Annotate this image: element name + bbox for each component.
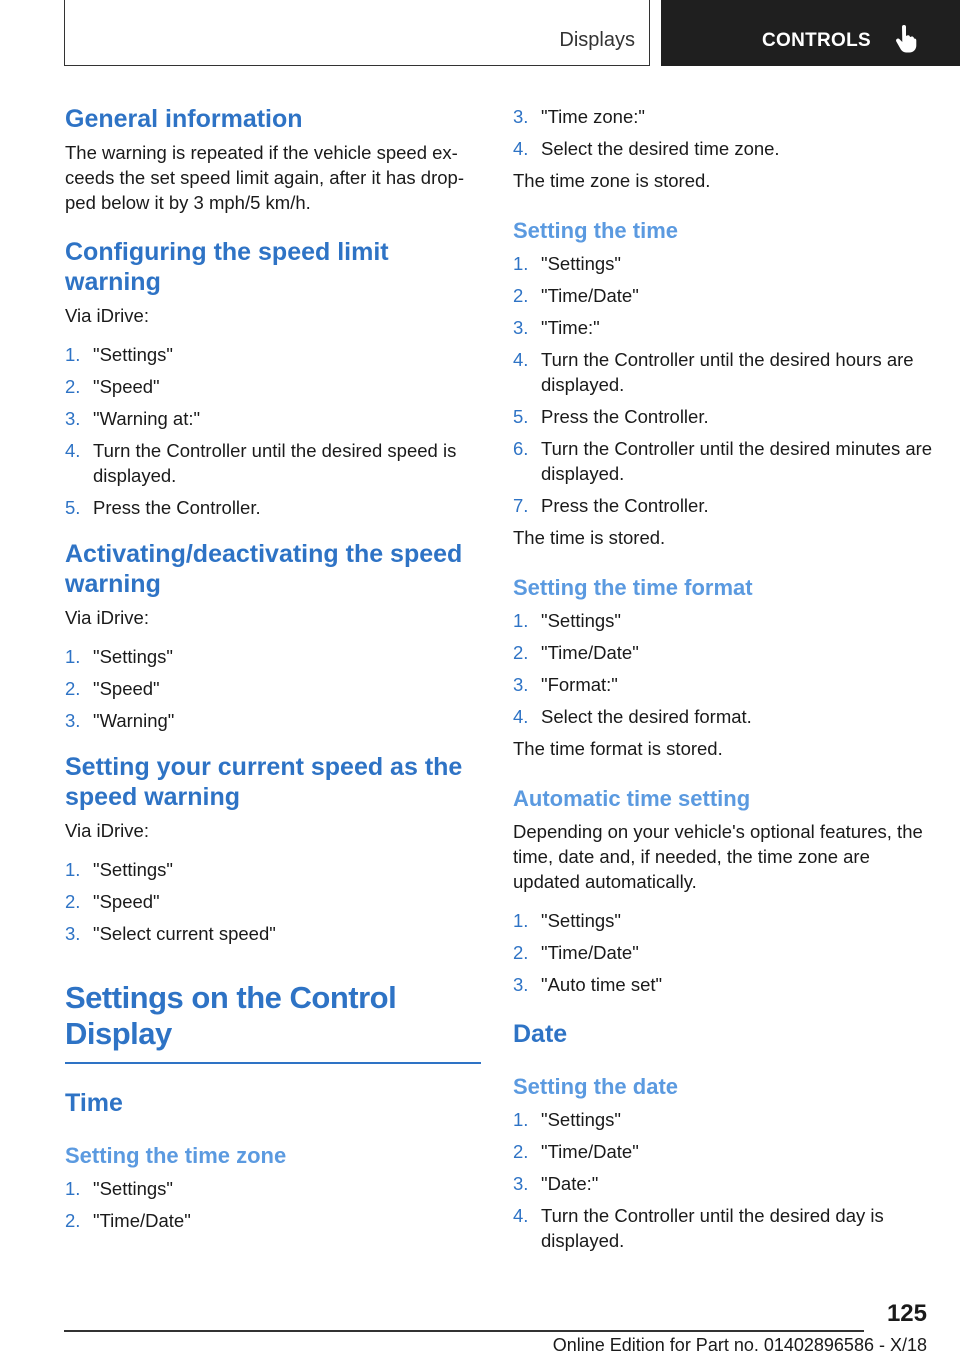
list-item: 1. "Settings"	[513, 1109, 621, 1130]
chapter-tab	[661, 0, 960, 66]
auto-steps	[513, 908, 933, 997]
list-item: 2. "Time/Date"	[513, 1141, 639, 1162]
activate-heading: Activating/deactivating the speed warning	[65, 540, 463, 598]
list-item: 3. "Warning at:"	[65, 408, 201, 429]
activate-steps	[65, 644, 481, 733]
list-item: 6. Turn the Controller until the desired minutes are displayed.	[513, 438, 933, 484]
auto-time-text: Depending on your vehicle's optional features, the time, date and, if needed, the time zone are updated automatically.	[513, 821, 923, 892]
list-item: 4. Select the desired format.	[513, 706, 752, 727]
list-item: 2. "Time/Date"	[513, 942, 639, 963]
list-item: 2. "Speed"	[65, 678, 160, 699]
current-via: Via iDrive:	[65, 820, 149, 841]
list-item: 2. "Speed"	[65, 891, 160, 912]
current-steps	[65, 857, 481, 946]
timezone-steps-cont	[513, 104, 933, 161]
list-item: 4. Select the desired time zone.	[513, 138, 780, 159]
timezone-heading: Setting the time zone	[65, 1143, 287, 1168]
list-item: 3. "Time zone:"	[513, 106, 645, 127]
hand-pointer-icon	[895, 25, 917, 53]
list-item: 3. "Auto time set"	[513, 974, 663, 995]
list-item: 3. "Warning"	[65, 710, 175, 731]
list-item: 3. "Date:"	[513, 1173, 599, 1194]
right-column	[513, 104, 933, 1260]
config-via: Via iDrive:	[65, 305, 149, 326]
list-item: 1. "Settings"	[65, 646, 173, 667]
list-item: 5. Press the Controller.	[513, 406, 709, 427]
control-display-heading: Settings on the Control Display	[65, 980, 397, 1051]
current-speed-heading: Setting your current speed as the speed warning	[65, 753, 463, 811]
list-item: 2. "Time/Date"	[513, 642, 639, 663]
list-item: 1. "Settings"	[65, 859, 173, 880]
page-header	[0, 0, 960, 66]
list-item: 4. Turn the Controller until the desired day is displayed.	[513, 1205, 884, 1251]
setting-date-heading: Setting the date	[513, 1074, 679, 1099]
section-tab	[64, 0, 650, 66]
list-item: 3. "Time:"	[513, 317, 600, 338]
general-heading: General information	[65, 105, 303, 133]
chapter-label: CONTROLS	[762, 30, 872, 51]
list-item: 1. "Settings"	[513, 253, 621, 274]
list-item: 3. "Format:"	[513, 674, 618, 695]
date-steps	[513, 1107, 933, 1253]
page-number: 125	[886, 1300, 927, 1327]
list-item: 1. "Settings"	[513, 910, 621, 931]
list-item: 1. "Settings"	[513, 610, 621, 631]
time-heading: Time	[65, 1089, 123, 1117]
config-heading: Configuring the speed limit warning	[65, 238, 389, 296]
timezone-steps	[65, 1176, 481, 1233]
format-steps	[513, 608, 933, 729]
section-label: Displays	[559, 29, 635, 51]
time-steps	[513, 251, 933, 518]
time-format-heading: Setting the time format	[513, 575, 753, 600]
config-steps	[65, 342, 481, 520]
left-column	[65, 100, 481, 1240]
format-result: The time format is stored.	[513, 738, 723, 759]
general-text: The warning is repeated if the vehicle speed ex-ceeds the set speed limit again, after it has drop-ped below it by 3 mph/5 km/h.	[65, 142, 464, 213]
list-item: 2. "Time/Date"	[513, 285, 639, 306]
setting-time-heading: Setting the time	[513, 218, 679, 243]
list-item: 4. Turn the Controller until the desired speed is displayed.	[65, 440, 457, 486]
edition-footer: Online Edition for Part no. 01402896586 - X/18	[552, 1335, 927, 1355]
list-item: 1. "Settings"	[65, 344, 173, 365]
timezone-result: The time zone is stored.	[513, 170, 711, 191]
date-heading: Date	[513, 1020, 568, 1048]
list-item: 3. "Select current speed"	[65, 923, 276, 944]
list-item: 7. Press the Controller.	[513, 495, 709, 516]
list-item: 2. "Speed"	[65, 376, 160, 397]
list-item: 5. Press the Controller.	[65, 497, 261, 518]
auto-time-heading: Automatic time setting	[513, 786, 751, 811]
list-item: 2. "Time/Date"	[65, 1210, 191, 1231]
list-item: 1. "Settings"	[65, 1178, 173, 1199]
time-result: The time is stored.	[513, 527, 666, 548]
heading-rule	[65, 1062, 481, 1064]
list-item: 4. Turn the Controller until the desired hours are displayed.	[513, 349, 914, 395]
activate-via: Via iDrive:	[65, 607, 149, 628]
footer-rule	[64, 1330, 864, 1332]
